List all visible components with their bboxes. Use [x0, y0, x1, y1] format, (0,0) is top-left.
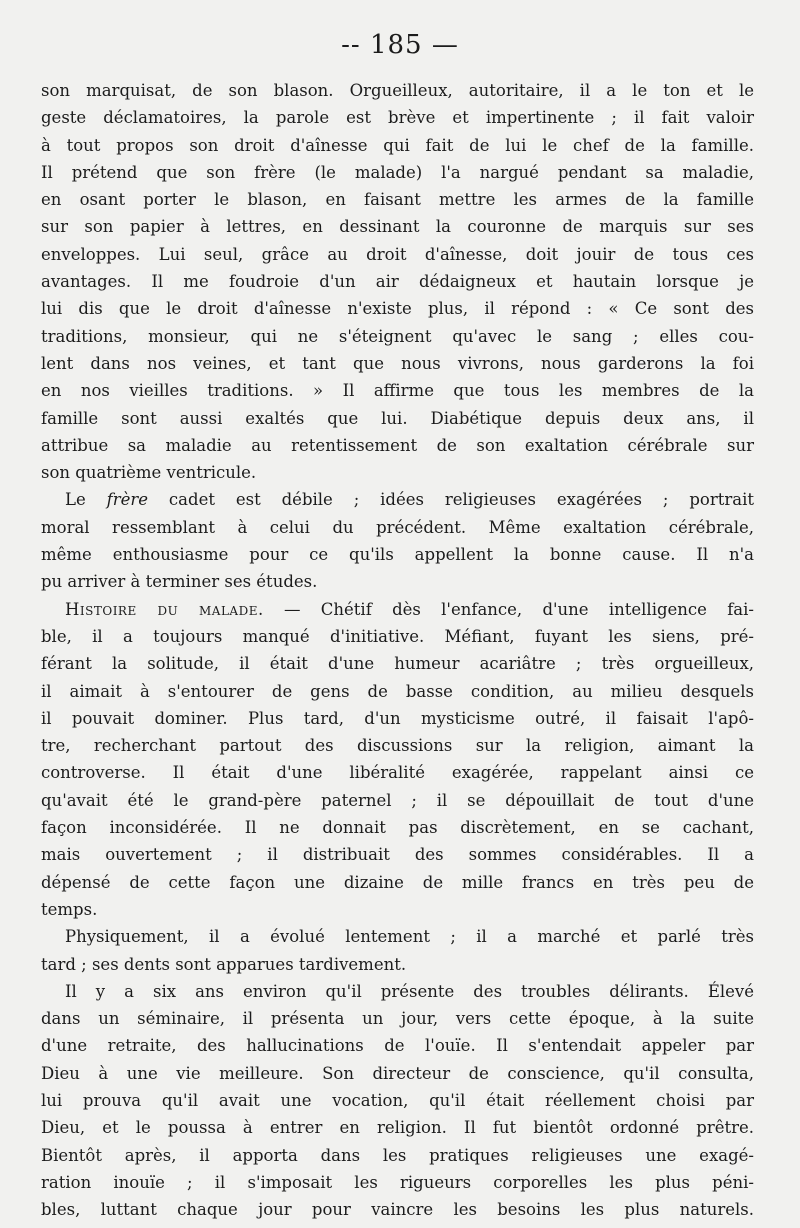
text-line [41, 1087, 754, 1114]
text-line [41, 514, 754, 541]
text-line [41, 978, 754, 1005]
line-text: ration inouïe ; il s'imposait les rigueurs corporelles les plus péni- [41, 1172, 754, 1192]
text-line [41, 405, 754, 432]
page-number: -- 185 — [341, 30, 459, 60]
text-line [41, 350, 754, 377]
text-line [41, 295, 754, 322]
line-prefix: Le [65, 490, 107, 510]
text-line [41, 541, 754, 568]
text-line [41, 1196, 754, 1223]
line-text: bles, luttant chaque jour pour vaincre les besoins les plus naturels. [41, 1200, 754, 1220]
line-text: tard ; ses dents sont apparues tardivement. [41, 954, 407, 974]
line-text: pu arriver à terminer ses études. [41, 572, 318, 592]
line-text: Dieu, et le poussa à entrer en religion. Il fut bientôt ordonné prêtre. [41, 1118, 754, 1138]
line-text: cadet est débile ; idées religieuses exagérées ; portrait [148, 490, 755, 510]
line-text: Il prétend que son frère (le malade) l'a nargué pendant sa maladie, [41, 162, 754, 182]
text-line [41, 213, 754, 240]
text-line [41, 1032, 754, 1059]
text-line [41, 951, 754, 978]
text-line [41, 869, 754, 896]
line-text: moral ressemblant à celui du précédent. Même exaltation cérébrale, [41, 517, 754, 537]
line-text: geste déclamatoires, la parole est brève et impertinente ; il fait valoir [41, 108, 754, 128]
line-text: d'une retraite, des hallucinations de l'ouïe. Il s'entendait appeler par [41, 1036, 754, 1056]
line-text: attribue sa maladie au retentissement de son exaltation cérébrale sur [41, 435, 754, 455]
line-text: Il y a six ans environ qu'il présente des troubles délirants. Élevé [65, 981, 754, 1001]
line-text: même enthousiasme pour ce qu'ils appellent la bonne cause. Il n'a [41, 545, 754, 565]
line-text: Physiquement, il a évolué lentement ; il a marché et parlé très [65, 927, 754, 947]
text-line [41, 77, 754, 104]
text-line [41, 104, 754, 131]
text-line [41, 814, 754, 841]
line-text: lent dans nos veines, et tant que nous vivrons, nous garderons la foi [41, 353, 754, 373]
text-line [41, 459, 754, 486]
text-line [41, 159, 754, 186]
text-line [41, 1114, 754, 1141]
text-line [41, 678, 754, 705]
text-line [41, 186, 754, 213]
line-text: controverse. Il était d'une libéralité exagérée, rappelant ainsi ce [41, 763, 754, 783]
line-text: lui prouva qu'il avait une vocation, qu'il était réellement choisi par [41, 1090, 754, 1110]
line-text: enveloppes. Lui seul, grâce au droit d'aînesse, doit jouir de tous ces [41, 244, 754, 264]
line-text: en osant porter le blason, en faisant mettre les armes de la famille [41, 190, 754, 210]
line-text: son quatrième ventricule. [41, 463, 257, 483]
text-line [41, 841, 754, 868]
section-heading: Histoire du malade. [65, 599, 264, 619]
line-text: façon inconsidérée. Il ne donnait pas discrètement, en se cachant, [41, 818, 754, 838]
text-line [41, 1060, 754, 1087]
line-text: à tout propos son droit d'aînesse qui fait de lui le chef de la famille. [41, 135, 754, 155]
text-line [41, 759, 754, 786]
line-text: en nos vieilles traditions. » Il affirme que tous les membres de la [41, 381, 754, 401]
line-text: son marquisat, de son blason. Orgueilleux, autoritaire, il a le ton et le [41, 81, 754, 100]
line-text: mais ouvertement ; il distribuait des sommes considérables. Il a [41, 845, 754, 865]
text-line [41, 1142, 754, 1169]
text-line [41, 650, 754, 677]
text-line [41, 623, 754, 650]
text-line [41, 596, 754, 623]
line-text: Bientôt après, il apporta dans les pratiques religieuses une exagé- [41, 1145, 754, 1165]
line-text: férant la solitude, il était d'une humeur acariâtre ; très orgueilleux, [41, 654, 754, 674]
text-line [41, 923, 754, 950]
line-text: temps. [41, 899, 98, 919]
line-text: traditions, monsieur, qui ne s'éteignent qu'avec le sang ; elles cou- [41, 326, 754, 346]
text-line [41, 486, 754, 513]
text-line [41, 1005, 754, 1032]
text-line [41, 432, 754, 459]
line-text: il aimait à s'entourer de gens de basse condition, au milieu desquels [41, 681, 754, 701]
text-line [41, 377, 754, 404]
text-line [41, 568, 754, 595]
line-text: lui dis que le droit d'aînesse n'existe plus, il répond : « Ce sont des [41, 299, 754, 319]
line-text: Dieu à une vie meilleure. Son directeur de conscience, qu'il consulta, [41, 1063, 754, 1083]
line-text: dépensé de cette façon une dizaine de mille francs en très peu de [41, 872, 754, 892]
italic-word: frère [106, 490, 149, 510]
text-line [41, 732, 754, 759]
page-body-text [41, 77, 754, 1223]
text-line [41, 241, 754, 268]
line-text: famille sont aussi exaltés que lui. Diabétique depuis deux ans, il [41, 408, 754, 428]
text-line [41, 323, 754, 350]
line-text: dans un séminaire, il présenta un jour, vers cette époque, à la suite [41, 1009, 754, 1029]
line-text: — Chétif dès l'enfance, d'une intelligence fai- [263, 599, 754, 619]
line-text: avantages. Il me foudroie d'un air dédaigneux et hautain lorsque je [41, 272, 754, 292]
text-line [41, 132, 754, 159]
text-line [41, 268, 754, 295]
line-text: il pouvait dominer. Plus tard, d'un mysticisme outré, il faisait l'apô- [41, 708, 754, 728]
text-line [41, 705, 754, 732]
text-line [41, 787, 754, 814]
line-text: tre, recherchant partout des discussions sur la religion, aimant la [41, 736, 754, 756]
text-line [41, 1169, 754, 1196]
line-text: qu'avait été le grand-père paternel ; il se dépouillait de tout d'une [41, 790, 754, 810]
line-text: ble, il a toujours manqué d'initiative. Méfiant, fuyant les siens, pré- [41, 626, 754, 646]
text-line [41, 896, 754, 923]
line-text: sur son papier à lettres, en dessinant la couronne de marquis sur ses [41, 217, 754, 237]
